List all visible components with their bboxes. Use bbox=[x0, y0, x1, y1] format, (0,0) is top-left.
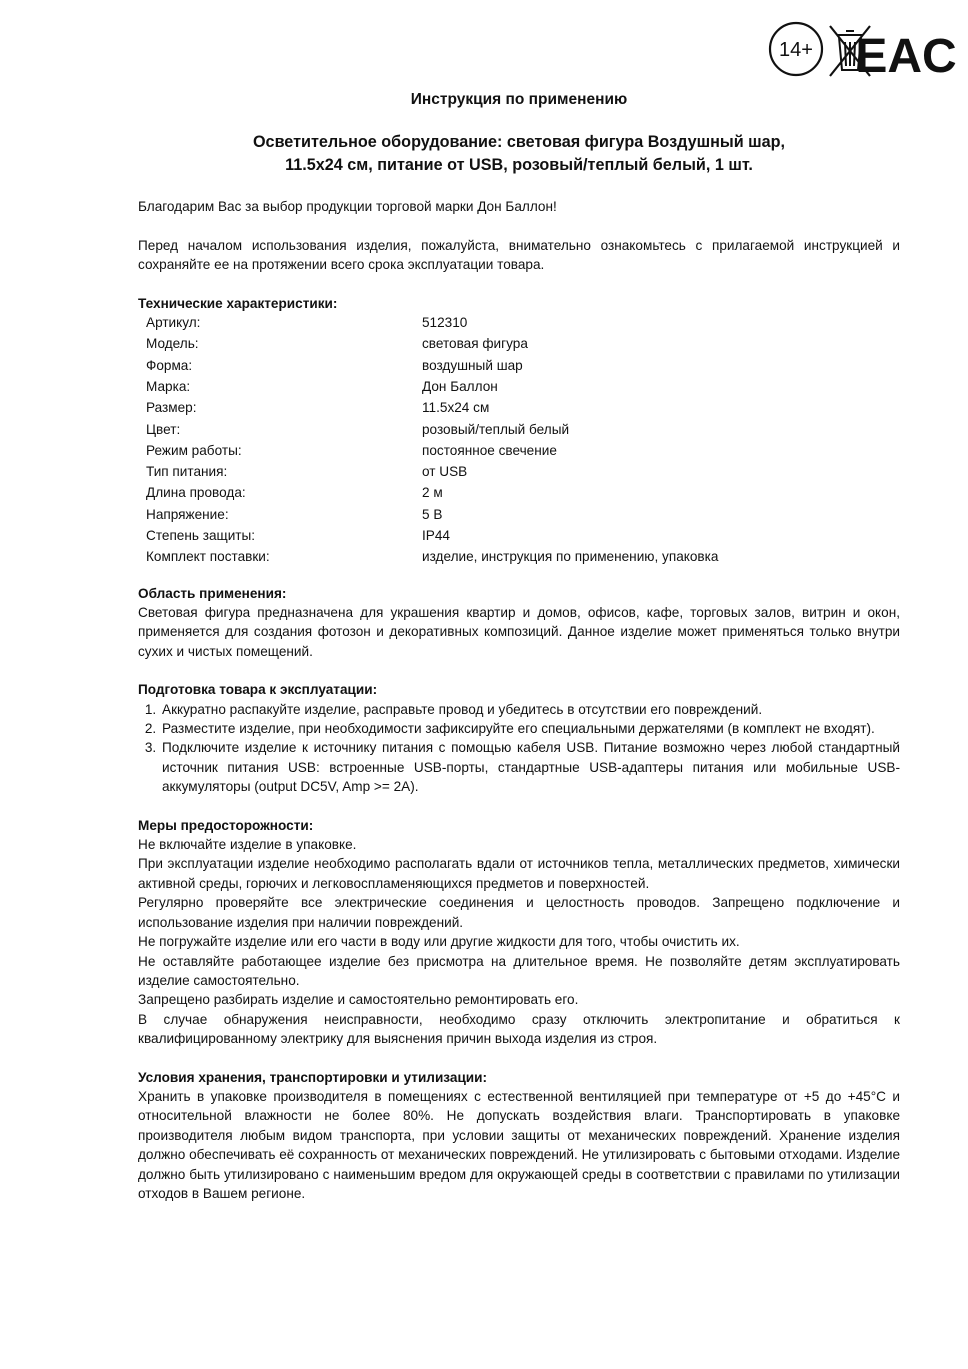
certification-marks bbox=[766, 20, 957, 83]
thanks-text: Благодарим Вас за выбор продукции торговой марки Дон Баллон! bbox=[138, 199, 557, 215]
spec-value: 11.5х24 см bbox=[422, 400, 490, 416]
spec-row bbox=[146, 441, 718, 462]
preparation-step: 3. Подключите изделие к источнику питания с помощью кабеля USB. Питание возможно через любой стандартный источник питания USB: встроенные USB-порты, стандартные USB-адаптеры питания или мобильные USB-аккумуляторы (output DC5V, Amp >= 2A). bbox=[160, 738, 900, 796]
specs-table bbox=[146, 313, 718, 569]
precautions-section bbox=[138, 816, 900, 1049]
spec-row bbox=[146, 313, 718, 334]
storage-text: Хранить в упаковке производителя в помещениях с естественной вентиляцией при температуре от +5 до +45°С и относительной влажности не более 80%. Не допускать воздействия влаги. Транспортировать в упаковке производителя любым видом транспорта, при условии защиты от механических повреждений. Хранение изделия должно обеспечивать её сохранность от механических повреждений. Не утилизировать с бытовыми отходами. Изделие должно быть утилизировано с наименьшим вредом для окружающей среды в соответствии с правилами по утилизации отходов в Вашем регионе. bbox=[138, 1088, 900, 1201]
document-title: Инструкция по применению bbox=[410, 91, 628, 108]
svg-text:14+: 14+ bbox=[779, 39, 813, 61]
spec-value: 5 В bbox=[422, 506, 443, 522]
spec-label: Тип питания: bbox=[146, 464, 228, 480]
instruction-document bbox=[138, 90, 900, 1203]
spec-label: Модель: bbox=[146, 336, 199, 352]
spec-label: Напряжение: bbox=[146, 506, 229, 522]
spec-value: постоянное свечение bbox=[422, 442, 557, 458]
preparation-heading: Подготовка товара к эксплуатации: bbox=[138, 682, 378, 698]
product-title-line-2: 11.5х24 см, питание от USB, розовый/теплый белый, 1 шт. bbox=[285, 156, 753, 175]
spec-value: Дон Баллон bbox=[422, 378, 498, 394]
usage-text: Световая фигура предназначена для украшения квартир и домов, офисов, кафе, торговых залов, витрин и окон, применяется для создания фотозон и декоративных композиций. Данное изделие может применяться только внутри сухих и чистых помещений. bbox=[138, 605, 900, 659]
spec-label: Степень защиты: bbox=[146, 528, 256, 543]
precaution-item: Не включайте изделие в упаковке. bbox=[138, 837, 357, 853]
spec-value: воздушный шар bbox=[422, 357, 523, 373]
spec-value: 2 м bbox=[422, 485, 443, 501]
spec-row bbox=[146, 505, 718, 526]
spec-label: Размер: bbox=[146, 400, 197, 416]
usage-section bbox=[138, 584, 900, 662]
eac-mark bbox=[855, 30, 956, 83]
precaution-item: При эксплуатации изделие необходимо располагать вдали от источников тепла, металлических предметов, химически активной среды, горючих и легковоспламеняющихся предметов и поверхностей. bbox=[138, 856, 900, 891]
age-rating-badge bbox=[770, 23, 822, 75]
spec-label: Форма: bbox=[146, 357, 193, 373]
spec-label: Цвет: bbox=[146, 421, 181, 437]
precaution-item: Регулярно проверяйте все электрические соединения и целостность проводов. Запрещено подключение и использование изделия при наличии повреждений. bbox=[138, 895, 900, 930]
spec-label: Артикул: bbox=[146, 315, 201, 331]
spec-row bbox=[146, 483, 718, 504]
precaution-item: Не погружайте изделие или его части в воду или другие жидкости для того, чтобы очистить их. bbox=[138, 934, 740, 950]
preparation-step: 2. Разместите изделие, при необходимости зафиксируйте его специальными держателями (в комплект не входят). bbox=[160, 719, 900, 738]
spec-row bbox=[146, 334, 718, 355]
preparation-steps bbox=[138, 700, 900, 797]
precaution-item: В случае обнаружения неисправности, необходимо сразу отключить электропитание и обратиться к квалифицированному электрику для выяснения причин выхода изделия из строя. bbox=[138, 1011, 900, 1047]
intro-text: Перед началом использования изделия, пожалуйста, внимательно ознакомьтесь с прилагаемой инструкцией и сохраняйте ее на протяжении всего срока эксплуатации товара. bbox=[138, 237, 900, 273]
spec-value: от USB bbox=[422, 464, 468, 480]
spec-row bbox=[146, 398, 718, 419]
product-title bbox=[138, 131, 900, 177]
precaution-item: Не оставляйте работающее изделие без присмотра на длительное время. Не позволяйте детям эксплуатировать изделие самостоятельно. bbox=[138, 953, 900, 988]
spec-value: розовый/теплый белый bbox=[422, 421, 570, 437]
spec-label: Марка: bbox=[146, 378, 191, 394]
specs-heading: Технические характеристики: bbox=[138, 295, 338, 311]
precautions-heading: Меры предосторожности: bbox=[138, 817, 314, 833]
spec-row bbox=[146, 420, 718, 441]
preparation-section bbox=[138, 680, 900, 796]
preparation-step: 1. Аккуратно распакуйте изделие, расправьте провод и убедитесь в отсутствии его повреждений. bbox=[160, 700, 900, 719]
product-title-line-1: Осветительное оборудование: световая фигура Воздушный шар, bbox=[252, 133, 786, 152]
spec-label: Комплект поставки: bbox=[146, 549, 270, 565]
spec-row bbox=[146, 377, 718, 398]
svg-text:EAC: EAC bbox=[855, 30, 957, 83]
spec-row bbox=[146, 462, 718, 483]
spec-row bbox=[146, 526, 718, 547]
storage-heading: Условия хранения, транспортировки и утилизации: bbox=[138, 1069, 488, 1085]
spec-value: изделие, инструкция по применению, упаковка bbox=[422, 549, 719, 565]
spec-value: IP44 bbox=[422, 528, 450, 543]
spec-label: Режим работы: bbox=[146, 442, 242, 458]
spec-label: Длина провода: bbox=[146, 485, 246, 501]
precaution-item: Запрещено разбирать изделие и самостоятельно ремонтировать его. bbox=[138, 992, 579, 1008]
spec-value: световая фигура bbox=[422, 336, 528, 352]
usage-heading: Область применения: bbox=[138, 585, 287, 601]
spec-value: 512310 bbox=[422, 315, 468, 331]
spec-row bbox=[146, 356, 718, 377]
spec-row bbox=[146, 547, 718, 568]
specs-section bbox=[138, 294, 900, 569]
storage-section bbox=[138, 1068, 900, 1204]
